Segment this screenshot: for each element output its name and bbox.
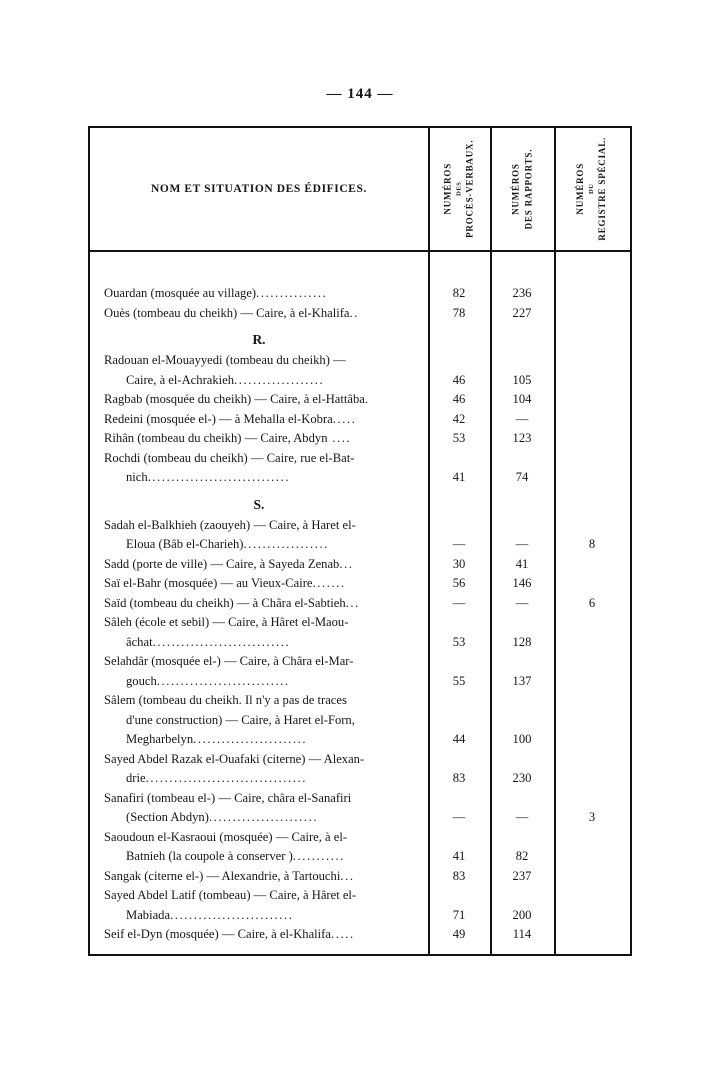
proces-verbal-number: 46 bbox=[452, 392, 466, 406]
rapport-number: 237 bbox=[512, 868, 532, 883]
rapport-number: 74 bbox=[515, 470, 529, 484]
header-col1-line2: DES bbox=[455, 181, 463, 197]
page-number: — 144 — bbox=[326, 86, 394, 102]
proces-verbal-number: 49 bbox=[452, 927, 466, 941]
rapport-number: 123 bbox=[512, 431, 532, 445]
proces-verbal-number: 44 bbox=[452, 732, 466, 746]
header-col2-line2: DES RAPPORTS. bbox=[523, 148, 533, 230]
table-row bbox=[90, 750, 630, 789]
rapport-number: 137 bbox=[512, 673, 532, 688]
edifice-name: Ragbab (mosquée du cheikh) — Caire, à el-Hattâba. bbox=[104, 392, 369, 406]
edifice-name: Ouès (tombeau du cheikh) — Caire, à el-Khalifa.. bbox=[104, 305, 359, 320]
proces-verbal-number: 83 bbox=[452, 868, 466, 883]
proces-verbal-number: 46 bbox=[452, 372, 466, 387]
rapport-number: 41 bbox=[515, 556, 529, 571]
edifice-name: Ouardan (mosquée au village)............... bbox=[104, 286, 328, 300]
table-row bbox=[90, 449, 630, 488]
edifice-name: Sangak (citerne el-) — Alexandrie, à Tartouchi... bbox=[104, 868, 355, 883]
rapport-number: 104 bbox=[512, 392, 532, 406]
header-col3-line3: REGISTRE SPÉCIAL. bbox=[597, 137, 608, 241]
table-row bbox=[90, 652, 630, 691]
rapport-number: 200 bbox=[512, 907, 532, 922]
proces-verbal-number: 56 bbox=[452, 576, 466, 590]
edifice-name: Sâleh (école et sebil) — Caire, à Hâret el-Maou- âchat............................. bbox=[104, 615, 349, 649]
table-rows bbox=[90, 284, 630, 945]
rapport-number: — bbox=[515, 595, 529, 610]
edifice-name: Sanafiri (tombeau el-) — Caire, châra el-Sanafiri (Section Abdyn)....................... bbox=[104, 790, 352, 824]
header-col3-line2: DU bbox=[588, 183, 596, 195]
table-row bbox=[90, 886, 630, 925]
registre-special-number: 6 bbox=[588, 595, 596, 610]
proces-verbal-number: 30 bbox=[452, 556, 466, 571]
rapport-number: 100 bbox=[512, 732, 532, 746]
proces-verbal-number: — bbox=[452, 810, 466, 824]
rapport-number: — bbox=[515, 537, 529, 551]
header-col1-line1: NUMÉROS bbox=[442, 163, 453, 215]
registre-special-number: 3 bbox=[588, 810, 596, 824]
edifice-name: Saoudoun el-Kasraoui (mosquée) — Caire, à el- Batnieh (la coupole à conserver )........... bbox=[104, 829, 348, 863]
table-row bbox=[90, 925, 630, 945]
table-row bbox=[90, 828, 630, 867]
table-row bbox=[90, 284, 630, 304]
rapport-number: 230 bbox=[512, 771, 532, 785]
edifice-name: Seif el-Dyn (mosquée) — Caire, à el-Khalifa..... bbox=[104, 927, 355, 941]
rapport-number: 227 bbox=[512, 305, 532, 320]
table-row bbox=[90, 691, 630, 750]
rapport-number: — bbox=[515, 810, 529, 824]
table-row bbox=[90, 351, 630, 390]
edifice-name: Sadd (porte de ville) — Caire, à Sayeda Zenab... bbox=[104, 556, 354, 571]
proces-verbal-number: 42 bbox=[452, 411, 466, 426]
section-letter-heading: R. bbox=[252, 332, 266, 347]
proces-verbal-number: 71 bbox=[452, 907, 466, 922]
section-letter-heading: S. bbox=[253, 496, 265, 512]
table-header-rapports bbox=[490, 128, 554, 250]
rapport-number: 128 bbox=[512, 634, 532, 649]
table-row bbox=[90, 410, 630, 430]
table-row bbox=[90, 574, 630, 594]
rapport-number: — bbox=[515, 411, 529, 426]
table-row bbox=[90, 613, 630, 652]
edifices-table bbox=[88, 126, 632, 956]
table-row bbox=[90, 555, 630, 575]
registre-special-number: 8 bbox=[588, 537, 596, 551]
proces-verbal-number: 82 bbox=[452, 286, 466, 300]
table-header-registre-special bbox=[554, 128, 630, 250]
edifice-name: Redeini (mosquée el-) — à Mehalla el-Kobra..... bbox=[104, 411, 357, 426]
table-header-name-label: NOM ET SITUATION DES ÉDIFICES. bbox=[151, 183, 367, 195]
edifice-name: Saï el-Bahr (mosquée) — au Vieux-Caire....... bbox=[104, 576, 346, 590]
header-col2-line1: NUMÉROS bbox=[509, 163, 520, 215]
proces-verbal-number: 83 bbox=[452, 771, 466, 785]
table-row bbox=[90, 304, 630, 324]
table-row bbox=[90, 516, 630, 555]
table-header-name-column bbox=[90, 128, 428, 250]
rapport-number: 114 bbox=[512, 927, 532, 941]
proces-verbal-number: — bbox=[452, 595, 466, 610]
edifice-name: Saïd (tombeau du cheikh) — à Châra el-Sabtieh... bbox=[104, 595, 360, 610]
table-row bbox=[90, 789, 630, 828]
rapport-number: 82 bbox=[515, 849, 529, 863]
rapport-number: 146 bbox=[512, 576, 532, 590]
rapport-number: 105 bbox=[512, 372, 532, 387]
edifice-name: Radouan el-Mouayyedi (tombeau du cheikh) — Caire, à el-Achrakieh................... bbox=[104, 353, 346, 387]
table-row bbox=[90, 594, 630, 614]
edifice-name: Sadah el-Balkhieh (zaouyeh) — Caire, à Haret el- Eloua (Bâb el-Charieh).................. bbox=[104, 517, 356, 551]
edifice-name: Sayed Abdel Razak el-Ouafaki (citerne) — Alexan- drie.................................. bbox=[104, 751, 365, 785]
rapport-number: 236 bbox=[512, 286, 532, 300]
table-body bbox=[90, 250, 630, 954]
edifice-name: Sâlem (tombeau du cheikh. Il n'y a pas de traces d'une construction) — Caire, à Haret el-Forn, Megharbelyn........................ bbox=[104, 693, 355, 746]
proces-verbal-number: — bbox=[452, 537, 466, 551]
proces-verbal-number: 53 bbox=[452, 431, 466, 445]
proces-verbal-number: 53 bbox=[452, 634, 466, 649]
edifice-name: Rihân (tombeau du cheikh) — Caire, Abdyn .... bbox=[104, 431, 352, 445]
edifice-name: Rochdi (tombeau du cheikh) — Caire, rue el-Bat- nich.............................. bbox=[104, 450, 355, 484]
table-header-proces-verbaux bbox=[428, 128, 490, 250]
edifice-name: Selahdâr (mosquée el-) — Caire, à Châra el-Mar- gouch............................ bbox=[104, 654, 354, 688]
proces-verbal-number: 55 bbox=[452, 673, 466, 688]
header-col3-line1: NUMÉROS bbox=[575, 163, 586, 215]
proces-verbal-number: 41 bbox=[452, 470, 466, 484]
edifice-name: Sayed Abdel Latif (tombeau) — Caire, à Hâret el- Mabiada.......................... bbox=[104, 888, 357, 922]
table-row bbox=[90, 867, 630, 887]
proces-verbal-number: 41 bbox=[452, 849, 466, 863]
header-col1-line3: PROCÈS-VERBAUX. bbox=[464, 139, 475, 239]
table-row bbox=[90, 390, 630, 410]
proces-verbal-number: 78 bbox=[452, 305, 466, 320]
table-row bbox=[90, 429, 630, 449]
